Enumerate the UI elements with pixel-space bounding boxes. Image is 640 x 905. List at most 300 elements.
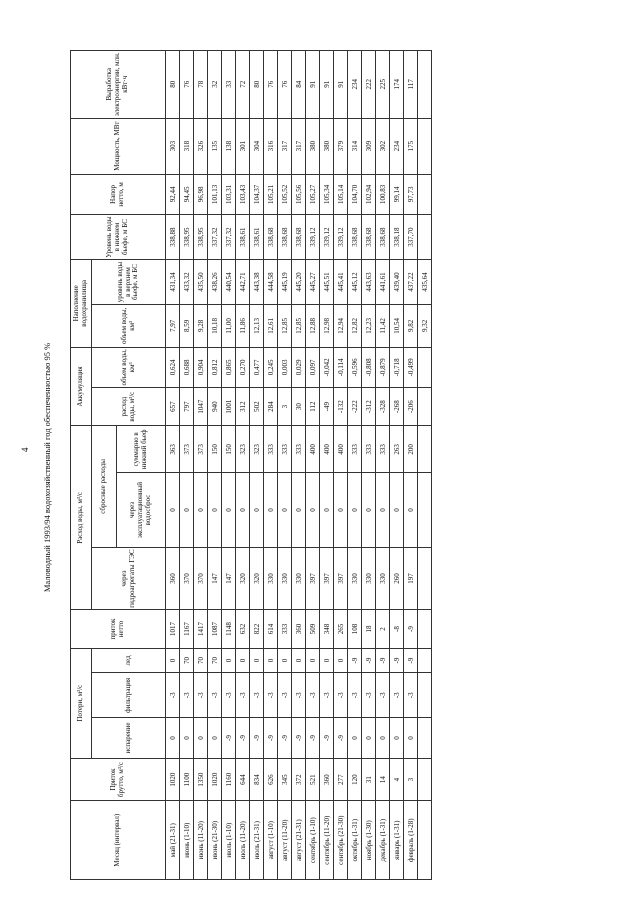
cell-ice: 70 bbox=[180, 648, 194, 673]
cell-power: 318 bbox=[180, 118, 194, 174]
cell-head-net: 103,31 bbox=[222, 174, 236, 214]
table-row bbox=[390, 51, 404, 880]
cell-power: 138 bbox=[222, 118, 236, 174]
cell-ice bbox=[418, 648, 432, 673]
head-net-header: Напор нетто, м bbox=[71, 174, 166, 214]
cell-downstream-level: 338,18 bbox=[390, 215, 404, 260]
cell-via-turbines: 330 bbox=[292, 547, 306, 610]
cell-res-volume: 12,61 bbox=[264, 304, 278, 347]
cell-upstream-level: 445,20 bbox=[292, 260, 306, 305]
cell-power: 302 bbox=[376, 118, 390, 174]
cell-via-spillway: 0 bbox=[376, 473, 390, 547]
cell-total-downstream: 333 bbox=[264, 426, 278, 473]
cell-evaporation: 0 bbox=[180, 718, 194, 758]
cell-via-turbines: 197 bbox=[404, 547, 418, 610]
cell-downstream-level: 338,68 bbox=[348, 215, 362, 260]
cell-acc-volume: -0,718 bbox=[390, 347, 404, 387]
cell-power: 380 bbox=[306, 118, 320, 174]
cell-via-spillway: 0 bbox=[208, 473, 222, 547]
cell-acc-rate: 657 bbox=[166, 388, 180, 426]
cell-ice: 0 bbox=[166, 648, 180, 673]
table-row bbox=[180, 51, 194, 880]
cell-inflow-gross: 834 bbox=[250, 758, 264, 801]
cell-total-downstream: 323 bbox=[250, 426, 264, 473]
cell-evaporation: 0 bbox=[348, 718, 362, 758]
cell-inflow-gross: 1020 bbox=[166, 758, 180, 801]
cell-upstream-level: 445,27 bbox=[306, 260, 320, 305]
cell-ice: 70 bbox=[208, 648, 222, 673]
cell-ice: 0 bbox=[278, 648, 292, 673]
cell-energy: 80 bbox=[250, 51, 264, 119]
cell-month: сентябрь (21-30) bbox=[334, 801, 348, 880]
cell-power: 316 bbox=[264, 118, 278, 174]
cell-inflow-net: 822 bbox=[250, 610, 264, 648]
cell-total-downstream: 373 bbox=[180, 426, 194, 473]
cell-inflow-gross: 345 bbox=[278, 758, 292, 801]
cell-via-turbines: 330 bbox=[348, 547, 362, 610]
cell-filtration: -3 bbox=[390, 673, 404, 718]
cell-head-net: 94,45 bbox=[180, 174, 194, 214]
cell-via-turbines: 330 bbox=[278, 547, 292, 610]
cell-acc-rate: -328 bbox=[376, 388, 390, 426]
cell-month: август (11-20) bbox=[278, 801, 292, 880]
cell-acc-volume: 0,097 bbox=[306, 347, 320, 387]
cell-power: 301 bbox=[236, 118, 250, 174]
cell-head-net: 105,56 bbox=[292, 174, 306, 214]
cell-total-downstream: 333 bbox=[376, 426, 390, 473]
cell-upstream-level: 435,50 bbox=[194, 260, 208, 305]
cell-acc-volume: 0,029 bbox=[292, 347, 306, 387]
table-row bbox=[404, 51, 418, 880]
cell-energy: 76 bbox=[278, 51, 292, 119]
cell-head-net: 105,21 bbox=[264, 174, 278, 214]
cell-acc-volume: -0,596 bbox=[348, 347, 362, 387]
cell-inflow-gross: 372 bbox=[292, 758, 306, 801]
cell-evaporation: -9 bbox=[306, 718, 320, 758]
cell-power: 135 bbox=[208, 118, 222, 174]
cell-acc-rate: -268 bbox=[390, 388, 404, 426]
table-row bbox=[208, 51, 222, 880]
energy-header: Выработка электроэнергии, млн. кВт·ч bbox=[71, 51, 166, 119]
cell-month: июль (21-31) bbox=[250, 801, 264, 880]
cell-total-downstream: 333 bbox=[362, 426, 376, 473]
cell-ice: 0 bbox=[334, 648, 348, 673]
cell-month: январь (1-31) bbox=[390, 801, 404, 880]
cell-month: октябрь (1-31) bbox=[348, 801, 362, 880]
cell-acc-rate: 30 bbox=[292, 388, 306, 426]
cell-via-turbines: 370 bbox=[180, 547, 194, 610]
cell-via-spillway: 0 bbox=[362, 473, 376, 547]
filtration-header: фильтрация bbox=[92, 673, 166, 718]
cell-ice: 0 bbox=[222, 648, 236, 673]
cell-total-downstream: 333 bbox=[278, 426, 292, 473]
reservoir-header: Наполнение водохранилища bbox=[71, 260, 92, 348]
cell-energy: 84 bbox=[292, 51, 306, 119]
cell-month: февраль (1-28) bbox=[404, 801, 418, 880]
cell-via-turbines: 360 bbox=[166, 547, 180, 610]
cell-via-spillway: 0 bbox=[278, 473, 292, 547]
cell-evaporation: -9 bbox=[236, 718, 250, 758]
cell-inflow-net: 333 bbox=[278, 610, 292, 648]
cell-inflow-net: 1087 bbox=[208, 610, 222, 648]
cell-total-downstream: 333 bbox=[348, 426, 362, 473]
cell-res-volume: 12,98 bbox=[320, 304, 334, 347]
cell-month: ноябрь (1-30) bbox=[362, 801, 376, 880]
cell-evaporation: -9 bbox=[320, 718, 334, 758]
cell-upstream-level: 445,51 bbox=[320, 260, 334, 305]
accumulation-header: Аккумуляция bbox=[71, 347, 92, 426]
cell-via-spillway: 0 bbox=[250, 473, 264, 547]
cell-month: август (21-31) bbox=[292, 801, 306, 880]
table-row bbox=[320, 51, 334, 880]
cell-via-spillway: 0 bbox=[222, 473, 236, 547]
downstream-level-header: Уровень воды в нижнем бьефе, м БС bbox=[71, 215, 166, 260]
cell-head-net: 92,44 bbox=[166, 174, 180, 214]
cell-res-volume: 9,32 bbox=[418, 304, 432, 347]
cell-ice: -9 bbox=[348, 648, 362, 673]
cell-energy: 117 bbox=[404, 51, 418, 119]
cell-filtration: -3 bbox=[320, 673, 334, 718]
water-balance-table bbox=[70, 50, 432, 880]
cell-downstream-level: 338,95 bbox=[180, 215, 194, 260]
cell-power: 379 bbox=[334, 118, 348, 174]
cell-energy: 222 bbox=[362, 51, 376, 119]
cell-inflow-gross: 360 bbox=[320, 758, 334, 801]
cell-power: 304 bbox=[250, 118, 264, 174]
cell-head-net: 105,52 bbox=[278, 174, 292, 214]
cell-head-net: 105,27 bbox=[306, 174, 320, 214]
cell-evaporation: -9 bbox=[334, 718, 348, 758]
cell-total-downstream: 400 bbox=[306, 426, 320, 473]
cell-energy bbox=[418, 51, 432, 119]
cell-via-spillway: 0 bbox=[180, 473, 194, 547]
evaporation-header: испарение bbox=[92, 718, 166, 758]
cell-acc-volume: 0,688 bbox=[180, 347, 194, 387]
cell-acc-rate: -206 bbox=[404, 388, 418, 426]
ice-header: лед bbox=[92, 648, 166, 673]
cell-upstream-level: 441,61 bbox=[376, 260, 390, 305]
cell-filtration: -3 bbox=[236, 673, 250, 718]
cell-via-spillway: 0 bbox=[292, 473, 306, 547]
cell-acc-volume: -0,879 bbox=[376, 347, 390, 387]
cell-res-volume: 11,86 bbox=[236, 304, 250, 347]
cell-via-turbines: 397 bbox=[334, 547, 348, 610]
cell-downstream-level: 339,12 bbox=[334, 215, 348, 260]
cell-energy: 234 bbox=[348, 51, 362, 119]
cell-energy: 174 bbox=[390, 51, 404, 119]
cell-energy: 225 bbox=[376, 51, 390, 119]
acc-volume-header: объем воды, км³ bbox=[92, 347, 166, 387]
cell-via-turbines: 370 bbox=[194, 547, 208, 610]
cell-filtration: -3 bbox=[278, 673, 292, 718]
cell-power: 234 bbox=[390, 118, 404, 174]
cell-acc-volume: 0,865 bbox=[222, 347, 236, 387]
rotated-page bbox=[32, 50, 612, 885]
cell-inflow-net: 18 bbox=[362, 610, 376, 648]
cell-month bbox=[418, 801, 432, 880]
cell-inflow-net: 632 bbox=[236, 610, 250, 648]
inflow-net-header: приток нетто bbox=[71, 610, 166, 648]
cell-power: 317 bbox=[292, 118, 306, 174]
cell-upstream-level: 443,63 bbox=[362, 260, 376, 305]
table-row bbox=[194, 51, 208, 880]
cell-acc-rate: -312 bbox=[362, 388, 376, 426]
cell-head-net: 97,73 bbox=[404, 174, 418, 214]
cell-ice: -9 bbox=[390, 648, 404, 673]
cell-res-volume: 8,59 bbox=[180, 304, 194, 347]
table-body bbox=[166, 51, 432, 880]
cell-downstream-level bbox=[418, 215, 432, 260]
cell-res-volume: 9,28 bbox=[194, 304, 208, 347]
cell-acc-rate: 112 bbox=[306, 388, 320, 426]
cell-filtration: -3 bbox=[166, 673, 180, 718]
cell-acc-volume: 0,270 bbox=[236, 347, 250, 387]
cell-energy: 33 bbox=[222, 51, 236, 119]
cell-inflow-gross: 1160 bbox=[222, 758, 236, 801]
cell-inflow-net: 1417 bbox=[194, 610, 208, 648]
cell-res-volume: 12,85 bbox=[292, 304, 306, 347]
cell-acc-rate: 284 bbox=[264, 388, 278, 426]
cell-acc-volume: 0,812 bbox=[208, 347, 222, 387]
cell-total-downstream: 363 bbox=[166, 426, 180, 473]
cell-evaporation: 0 bbox=[208, 718, 222, 758]
cell-head-net: 99,14 bbox=[390, 174, 404, 214]
cell-energy: 76 bbox=[180, 51, 194, 119]
cell-via-turbines: 147 bbox=[222, 547, 236, 610]
cell-ice: -9 bbox=[376, 648, 390, 673]
cell-filtration: -3 bbox=[222, 673, 236, 718]
cell-downstream-level: 339,12 bbox=[320, 215, 334, 260]
cell-total-downstream: 263 bbox=[390, 426, 404, 473]
cell-filtration: -3 bbox=[306, 673, 320, 718]
cell-evaporation: 0 bbox=[194, 718, 208, 758]
cell-head-net bbox=[418, 174, 432, 214]
cell-energy: 78 bbox=[194, 51, 208, 119]
cell-energy: 80 bbox=[166, 51, 180, 119]
cell-upstream-level: 437,22 bbox=[404, 260, 418, 305]
cell-inflow-net: 1148 bbox=[222, 610, 236, 648]
cell-downstream-level: 338,68 bbox=[292, 215, 306, 260]
cell-via-turbines: 397 bbox=[306, 547, 320, 610]
cell-acc-volume: 0,624 bbox=[166, 347, 180, 387]
power-header: Мощность, МВт bbox=[71, 118, 166, 174]
cell-via-turbines: 320 bbox=[250, 547, 264, 610]
cell-upstream-level: 439,40 bbox=[390, 260, 404, 305]
cell-total-downstream: 150 bbox=[222, 426, 236, 473]
cell-downstream-level: 337,32 bbox=[208, 215, 222, 260]
cell-via-turbines: 260 bbox=[390, 547, 404, 610]
table-row bbox=[418, 51, 432, 880]
cell-inflow-gross: 277 bbox=[334, 758, 348, 801]
cell-evaporation: -9 bbox=[292, 718, 306, 758]
cell-via-spillway: 0 bbox=[334, 473, 348, 547]
cell-energy: 91 bbox=[306, 51, 320, 119]
cell-inflow-net: 1167 bbox=[180, 610, 194, 648]
cell-downstream-level: 338,95 bbox=[194, 215, 208, 260]
cell-res-volume: 9,82 bbox=[404, 304, 418, 347]
cell-inflow-net: 108 bbox=[348, 610, 362, 648]
cell-evaporation: 0 bbox=[390, 718, 404, 758]
cell-filtration: -3 bbox=[362, 673, 376, 718]
cell-ice: 0 bbox=[292, 648, 306, 673]
cell-ice: 0 bbox=[264, 648, 278, 673]
discharge-header: Расход воды, м³/с bbox=[71, 426, 92, 610]
cell-res-volume: 12,94 bbox=[334, 304, 348, 347]
cell-res-volume: 12,88 bbox=[306, 304, 320, 347]
cell-power bbox=[418, 118, 432, 174]
cell-via-turbines: 397 bbox=[320, 547, 334, 610]
table-caption: Маловодный 1993/94 водохозяйственный год обеспеченностью 95 % bbox=[42, 342, 52, 593]
cell-total-downstream: 200 bbox=[404, 426, 418, 473]
cell-ice: -9 bbox=[404, 648, 418, 673]
cell-acc-volume: -0,042 bbox=[320, 347, 334, 387]
cell-evaporation: 0 bbox=[362, 718, 376, 758]
cell-month: июнь (11-20) bbox=[194, 801, 208, 880]
cell-via-spillway: 0 bbox=[404, 473, 418, 547]
cell-inflow-gross: 1350 bbox=[194, 758, 208, 801]
losses-header: Потери, м³/с bbox=[71, 648, 92, 758]
spill-header: сбросные расходы bbox=[92, 426, 117, 547]
cell-upstream-level: 440,54 bbox=[222, 260, 236, 305]
cell-downstream-level: 339,12 bbox=[306, 215, 320, 260]
cell-acc-volume: -0,499 bbox=[404, 347, 418, 387]
cell-acc-volume bbox=[418, 347, 432, 387]
cell-ice: -9 bbox=[362, 648, 376, 673]
cell-filtration: -3 bbox=[208, 673, 222, 718]
cell-via-spillway: 0 bbox=[194, 473, 208, 547]
cell-inflow-gross: 644 bbox=[236, 758, 250, 801]
cell-inflow-gross bbox=[418, 758, 432, 801]
cell-downstream-level: 338,68 bbox=[376, 215, 390, 260]
cell-energy: 32 bbox=[208, 51, 222, 119]
cell-acc-volume: -0,808 bbox=[362, 347, 376, 387]
cell-acc-rate: 1001 bbox=[222, 388, 236, 426]
via-spillway-header: через эксплуатационный водосброс bbox=[117, 473, 166, 547]
cell-evaporation: -9 bbox=[250, 718, 264, 758]
cell-month: август (1-10) bbox=[264, 801, 278, 880]
cell-upstream-level: 444,58 bbox=[264, 260, 278, 305]
cell-via-turbines bbox=[418, 547, 432, 610]
cell-filtration: -3 bbox=[334, 673, 348, 718]
cell-via-spillway: 0 bbox=[320, 473, 334, 547]
cell-downstream-level: 338,68 bbox=[362, 215, 376, 260]
cell-res-volume: 12,82 bbox=[348, 304, 362, 347]
cell-total-downstream: 323 bbox=[236, 426, 250, 473]
cell-month: сентябрь (1-10) bbox=[306, 801, 320, 880]
cell-head-net: 96,98 bbox=[194, 174, 208, 214]
acc-rate-header: расход воды, м³/с bbox=[92, 388, 166, 426]
cell-upstream-level: 445,19 bbox=[278, 260, 292, 305]
page-number: 4 bbox=[20, 447, 30, 452]
cell-upstream-level: 442,71 bbox=[236, 260, 250, 305]
cell-inflow-net: -8 bbox=[390, 610, 404, 648]
cell-res-volume: 12,13 bbox=[250, 304, 264, 347]
cell-head-net: 101,13 bbox=[208, 174, 222, 214]
cell-upstream-level: 435,64 bbox=[418, 260, 432, 305]
table-row bbox=[292, 51, 306, 880]
table-row bbox=[264, 51, 278, 880]
cell-downstream-level: 337,32 bbox=[222, 215, 236, 260]
cell-inflow-gross: 31 bbox=[362, 758, 376, 801]
cell-acc-rate: 3 bbox=[278, 388, 292, 426]
cell-downstream-level: 338,68 bbox=[264, 215, 278, 260]
cell-via-turbines: 330 bbox=[362, 547, 376, 610]
cell-downstream-level: 338,61 bbox=[236, 215, 250, 260]
cell-acc-rate: 940 bbox=[208, 388, 222, 426]
cell-acc-volume: 0,003 bbox=[278, 347, 292, 387]
cell-filtration: -3 bbox=[404, 673, 418, 718]
upstream-level-header: уровень воды в верхнем бьефе, м БС bbox=[92, 260, 166, 305]
cell-ice: 0 bbox=[250, 648, 264, 673]
cell-res-volume: 11,00 bbox=[222, 304, 236, 347]
cell-month: май (21-31) bbox=[166, 801, 180, 880]
cell-head-net: 104,37 bbox=[250, 174, 264, 214]
cell-power: 309 bbox=[362, 118, 376, 174]
cell-inflow-net: 2 bbox=[376, 610, 390, 648]
cell-via-spillway: 0 bbox=[166, 473, 180, 547]
cell-inflow-gross: 1020 bbox=[208, 758, 222, 801]
cell-filtration: -3 bbox=[264, 673, 278, 718]
cell-month: декабрь (1-31) bbox=[376, 801, 390, 880]
cell-acc-rate: 502 bbox=[250, 388, 264, 426]
cell-inflow-gross: 120 bbox=[348, 758, 362, 801]
cell-upstream-level: 443,38 bbox=[250, 260, 264, 305]
cell-acc-rate: 797 bbox=[180, 388, 194, 426]
cell-via-spillway: 0 bbox=[306, 473, 320, 547]
cell-inflow-net: 348 bbox=[320, 610, 334, 648]
cell-upstream-level: 431,34 bbox=[166, 260, 180, 305]
cell-via-spillway bbox=[418, 473, 432, 547]
month-header: Месяц (интервал) bbox=[71, 801, 166, 880]
cell-evaporation: 0 bbox=[404, 718, 418, 758]
cell-acc-rate: -49 bbox=[320, 388, 334, 426]
cell-head-net: 104,70 bbox=[348, 174, 362, 214]
table-row bbox=[376, 51, 390, 880]
cell-inflow-net: 265 bbox=[334, 610, 348, 648]
cell-downstream-level: 338,61 bbox=[250, 215, 264, 260]
cell-power: 326 bbox=[194, 118, 208, 174]
cell-evaporation: -9 bbox=[222, 718, 236, 758]
cell-upstream-level: 438,26 bbox=[208, 260, 222, 305]
cell-power: 303 bbox=[166, 118, 180, 174]
cell-total-downstream: 400 bbox=[334, 426, 348, 473]
cell-upstream-level: 445,12 bbox=[348, 260, 362, 305]
cell-inflow-gross: 1100 bbox=[180, 758, 194, 801]
cell-energy: 72 bbox=[236, 51, 250, 119]
table-row bbox=[236, 51, 250, 880]
cell-res-volume: 10,18 bbox=[208, 304, 222, 347]
table-row bbox=[362, 51, 376, 880]
cell-ice: 0 bbox=[320, 648, 334, 673]
cell-total-downstream bbox=[418, 426, 432, 473]
cell-via-spillway: 0 bbox=[390, 473, 404, 547]
cell-total-downstream: 373 bbox=[194, 426, 208, 473]
cell-energy: 91 bbox=[334, 51, 348, 119]
cell-head-net: 105,14 bbox=[334, 174, 348, 214]
cell-upstream-level: 433,32 bbox=[180, 260, 194, 305]
cell-power: 175 bbox=[404, 118, 418, 174]
cell-acc-rate: -222 bbox=[348, 388, 362, 426]
cell-inflow-net: -9 bbox=[404, 610, 418, 648]
cell-inflow-net: 614 bbox=[264, 610, 278, 648]
cell-inflow-net: 509 bbox=[306, 610, 320, 648]
cell-filtration: -3 bbox=[376, 673, 390, 718]
cell-inflow-gross: 626 bbox=[264, 758, 278, 801]
cell-acc-volume: -0,114 bbox=[334, 347, 348, 387]
cell-filtration bbox=[418, 673, 432, 718]
cell-acc-volume: 0,245 bbox=[264, 347, 278, 387]
cell-downstream-level: 338,88 bbox=[166, 215, 180, 260]
